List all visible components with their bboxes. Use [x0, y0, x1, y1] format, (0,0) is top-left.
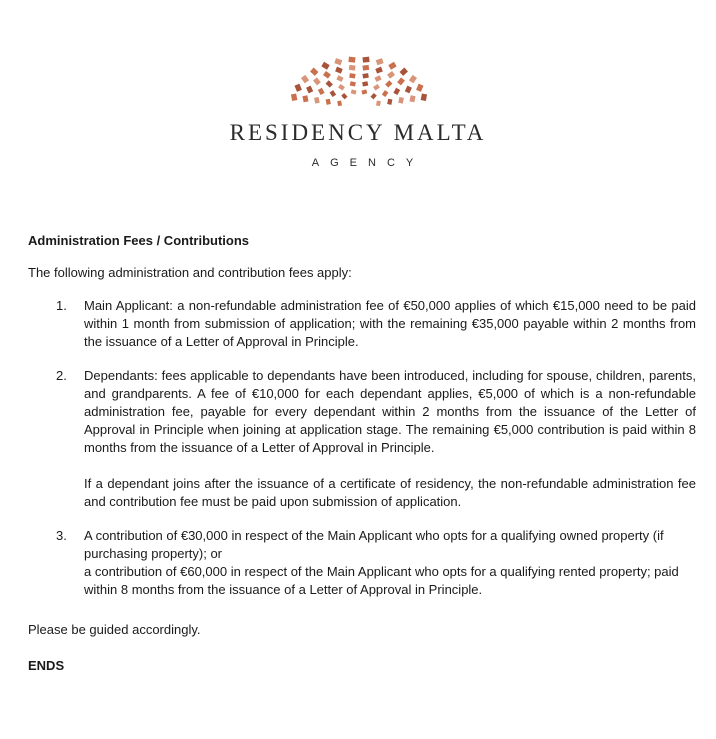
- logo-tile: [385, 80, 392, 87]
- logo-tile: [382, 90, 389, 97]
- logo-tile: [362, 65, 369, 71]
- logo-tile: [361, 89, 367, 94]
- logo-tile: [323, 71, 331, 79]
- logo-tile: [362, 81, 368, 86]
- logo-tile: [326, 80, 333, 87]
- item-number: 2.: [56, 368, 67, 383]
- logo-tile: [310, 68, 318, 76]
- logo-tile: [336, 75, 343, 82]
- logo-tile: [337, 100, 342, 106]
- item-paragraph: Dependants: fees applicable to dependants have been introduced, including for spouse, children, parents, and grandparents. A fee of €10,000 for each dependant applies, €5,000 of which is a non-refundable administration fee, payable for every dependant within 2 months from the issuance of the Letter of Approval in Principle when joining at application stage. The remaining €5,000 contribution is paid within 8 months from the issuance of a Letter of Approval in Principle.: [84, 368, 696, 455]
- logo-tile: [306, 86, 313, 94]
- logo-tile: [387, 71, 395, 79]
- brand-name: RESIDENCY MALTA: [229, 120, 487, 145]
- logo-tile: [400, 68, 408, 76]
- item-line: A contribution of €30,000 in respect of the Main Applicant who opts for a qualifying owned property (if purchasing property); or: [84, 528, 664, 561]
- logo-tile: [350, 81, 356, 86]
- logo-tile: [375, 67, 383, 74]
- logo-tile: [349, 65, 356, 71]
- logo-tile: [393, 88, 400, 95]
- item-paragraph: [84, 527, 696, 599]
- item-paragraph: If a dependant joins after the issuance of a certificate of residency, the non-refundable administration fee and contribution fee must be paid upon submission of application.: [84, 476, 696, 509]
- logo-tile: [330, 90, 337, 97]
- item-number: 1.: [56, 298, 67, 313]
- logo-tile: [314, 97, 320, 104]
- logo-tile: [349, 73, 355, 78]
- logo-tile: [416, 84, 423, 92]
- document-body: [28, 232, 696, 675]
- logo-tile: [409, 75, 417, 83]
- logo-tile: [348, 57, 355, 63]
- section-heading: Administration Fees / Contributions: [28, 233, 250, 248]
- logo-tile: [373, 84, 380, 91]
- brand-subtitle: AGENCY: [311, 157, 425, 169]
- logo-tile: [374, 75, 381, 82]
- logo-tile: [321, 62, 329, 70]
- logo-tile: [334, 58, 342, 65]
- logo-tile: [397, 77, 405, 85]
- logo-tile: [338, 84, 345, 91]
- ends-marker: ENDS: [28, 658, 65, 673]
- logo-tile: [302, 95, 308, 102]
- logo-tile: [335, 67, 343, 74]
- logo-tile: [291, 94, 297, 101]
- logo-tile: [351, 89, 357, 94]
- logo-tile: [326, 99, 331, 105]
- logo-tile: [421, 94, 427, 101]
- logo-tile: [376, 58, 384, 65]
- logo-tile: [370, 93, 376, 99]
- letterhead: [0, 0, 716, 190]
- logo-tile: [313, 77, 321, 85]
- intro-text: The following administration and contribution fees apply:: [28, 265, 352, 280]
- logo-tile: [388, 62, 396, 70]
- fee-item-3: [28, 527, 696, 599]
- closing-text: Please be guided accordingly.: [28, 622, 201, 637]
- fee-list: [28, 297, 696, 599]
- logo-tile: [362, 73, 368, 78]
- logo-tile: [318, 88, 325, 95]
- logo-tile: [341, 93, 347, 99]
- logo-tile: [301, 75, 309, 83]
- item-number: 3.: [56, 528, 67, 543]
- logo-tile: [405, 86, 412, 94]
- item-paragraph: Main Applicant: a non-refundable administration fee of €50,000 applies of which €15,000 need to be paid within 1 month from submission of application; with the remaining €35,000 payable within 2 months from the issuance of a Letter of Approval in Principle.: [84, 298, 696, 349]
- logo-tile: [387, 99, 392, 105]
- fee-item-1: [28, 297, 696, 351]
- logo-tile: [294, 84, 301, 92]
- logo-tile: [409, 95, 415, 102]
- logo-tile: [398, 97, 404, 104]
- logo-tile: [376, 100, 381, 106]
- fee-item-2: [28, 367, 696, 511]
- sunburst-tile-logo-icon: [290, 48, 428, 108]
- item-line: a contribution of €60,000 in respect of the Main Applicant who opts for a qualifying rented property; paid within 8 months from the issuance of a Letter of Approval in Principle.: [84, 564, 679, 597]
- logo-tile: [362, 57, 369, 63]
